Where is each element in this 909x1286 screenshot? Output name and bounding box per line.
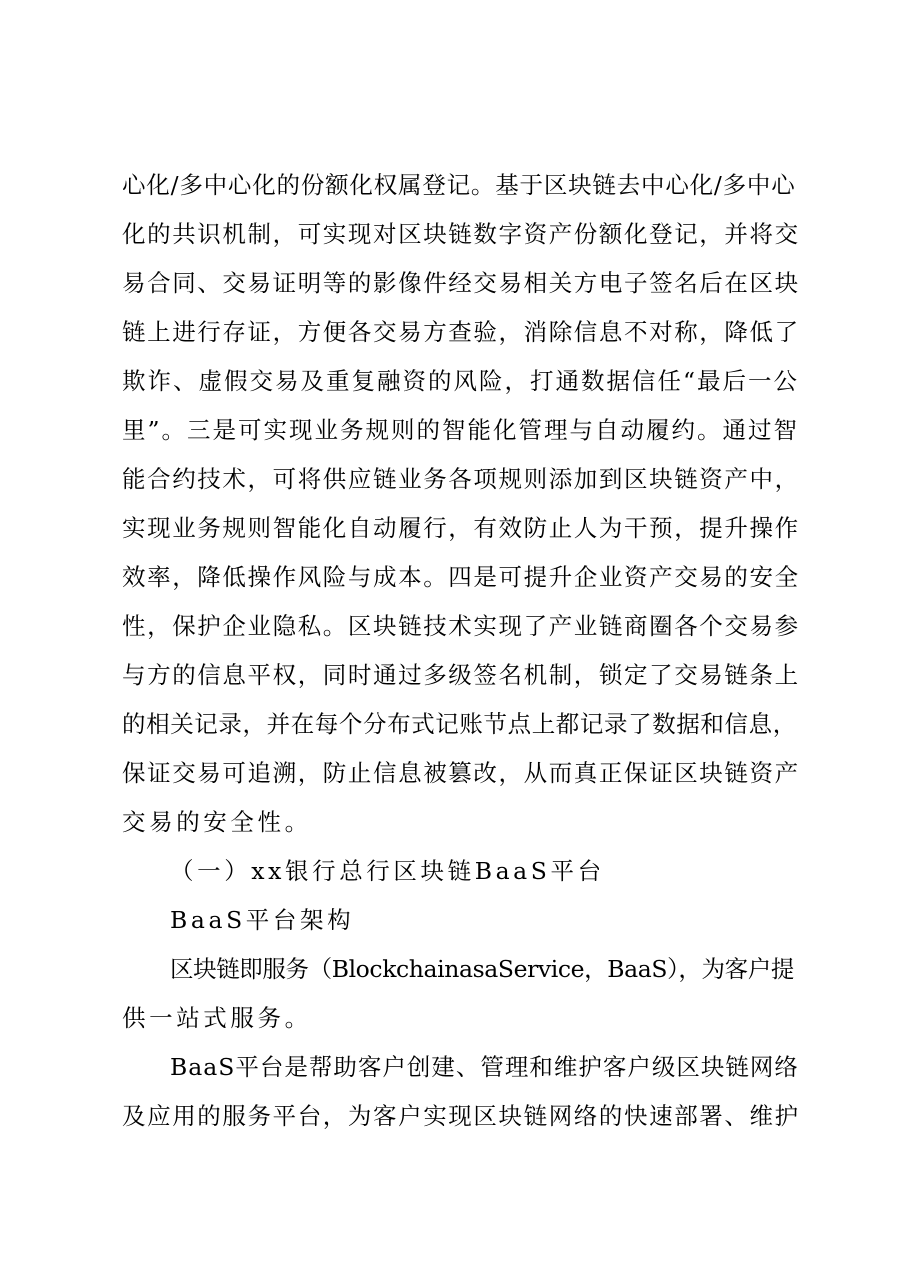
body-text-line: 心化/多中心化的份额化权属登记。基于区块链去中心化/多中心 — [122, 171, 796, 199]
body-text-line: 与方的信息平权，同时通过多级签名机制，锁定了交易链条上 — [122, 661, 800, 689]
body-text-line: 性，保护企业隐私。区块链技术实现了产业链商圈各个交易参 — [122, 612, 800, 640]
body-text-line: 化的共识机制，可实现对区块链数字资产份额化登记，并将交 — [122, 220, 800, 248]
body-text-line: 里”。三是可实现业务规则的智能化管理与自动履约。通过智 — [122, 416, 800, 444]
body-text-line: 欺诈、虚假交易及重复融资的风险，打通数据信任“最后一公 — [122, 367, 800, 395]
section-heading: （一）xx银行总行区块链BaaS平台 — [170, 857, 605, 885]
body-text-line: BaaS平台是帮助客户创建、管理和维护客户级区块链网络 — [170, 1053, 799, 1081]
body-text-line: 效率，降低操作风险与成本。四是可提升企业资产交易的安全 — [122, 563, 800, 591]
subheading: BaaS平台架构 — [170, 906, 355, 934]
body-text-line: 及应用的服务平台，为客户实现区块链网络的快速部署、维护 — [122, 1102, 800, 1130]
body-text-line: 供一站式服务。 — [122, 1004, 312, 1032]
body-text-line: 实现业务规则智能化自动履行，有效防止人为干预，提升操作 — [122, 514, 800, 542]
body-text-line: 区块链即服务（BlockchainasaService，BaaS），为客户提 — [170, 955, 794, 983]
body-text-line: 链上进行存证，方便各交易方查验，消除信息不对称，降低了 — [122, 318, 800, 346]
body-text-line: 交易的安全性。 — [122, 808, 312, 836]
body-text-line: 的相关记录，并在每个分布式记账节点上都记录了数据和信息， — [122, 710, 797, 738]
body-text-line: 易合同、交易证明等的影像件经交易相关方电子签名后在区块 — [122, 269, 800, 297]
body-text-line: 能合约技术，可将供应链业务各项规则添加到区块链资产中， — [122, 465, 800, 493]
body-text-line: 保证交易可追溯，防止信息被篡改，从而真正保证区块链资产 — [122, 759, 800, 787]
